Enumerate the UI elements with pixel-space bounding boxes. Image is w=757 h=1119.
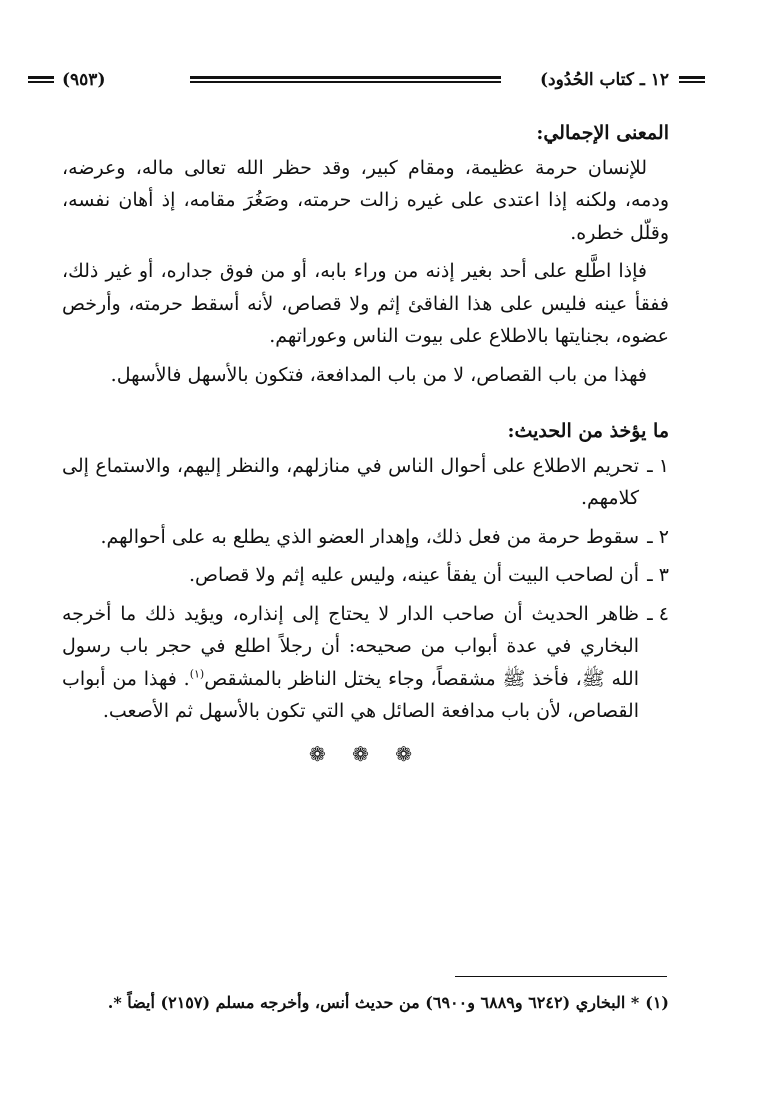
meaning-heading: المعنى الإجمالي:	[536, 122, 669, 144]
meaning-paragraph-2: فإذا اطَّلع على أحد بغير إذنه من وراء بابه، أو من فوق جداره، أو غير ذلك، ففقأ عينه فليس على هذا الفاقئ إثم ولا قصاص، لأنه أسقط حرمته، وأرخص عضوه، بجنايتها بالاطلاع على بيوت الناس وعوراتهم.	[62, 260, 669, 347]
lesson-text: أن لصاحب البيت أن يفقأ عينه، وليس عليه إثم ولا قصاص.	[189, 564, 639, 586]
lesson-text: تحريم الاطلاع على أحوال الناس في منازلهم، والنظر إليهم، والاستماع إلى كلامهم.	[62, 454, 639, 509]
lesson-item-4	[62, 598, 669, 728]
header-rule-left	[28, 76, 54, 83]
main-text	[62, 117, 669, 770]
meaning-paragraph-1: للإنسان حرمة عظيمة، ومقام كبير، وقد حظر الله تعالى ماله، وعرضه، ودمه، ولكنه إذا اعتدى على غيره زالت حرمته، وصَغُرَ مقامه، إذ أهان نفسه، وقلّل خطره.	[62, 156, 669, 244]
lesson-item-3	[62, 559, 669, 592]
lesson-text-part-2: . فهذا من أبواب القصاص، لأن باب مدافعة الصائل هي التي تكون بالأسهل ثم الأصعب.	[62, 667, 639, 722]
lesson-number: ٤ ـ	[647, 602, 669, 625]
lesson-number: ٢ ـ	[647, 525, 669, 548]
running-header	[62, 68, 669, 92]
lesson-text	[62, 598, 639, 728]
page-number: (٩٥٣)	[62, 70, 106, 90]
lesson-item-1	[62, 450, 669, 515]
lesson-item-2	[62, 521, 669, 554]
meaning-paragraph-3: فهذا من باب القصاص، لا من باب المدافعة، فتكون بالأسهل فالأسهل.	[110, 363, 647, 386]
lesson-text-part-1: ظاهر الحديث أن صاحب الدار لا يحتاج إلى إنذاره، ويؤيد ذلك ما أخرجه البخاري في عدة أبواب من صحيحه: أن رجلاً اطلع في حجر باب رسول الله ﷺ، فأخذ ﷺ مشقصاً، وجاء يختل الناظر بالمشقص	[62, 602, 639, 690]
section-ornaments: ❁ ❁ ❁	[309, 741, 422, 766]
header-rule-right	[679, 76, 705, 83]
footnote-separator	[455, 976, 667, 977]
footnote	[62, 988, 669, 1018]
footnote-text: * البخاري (٦٢٤٢ و٦٨٨٩ و٦٩٠٠) من حديث أنس، وأخرجه مسلم (٢١٥٧) أيضاً *.	[107, 993, 640, 1012]
chapter-title: ١٢ ـ كتاب الحُدُود)	[539, 70, 669, 90]
header-rule	[190, 76, 501, 83]
lesson-number: ٣ ـ	[647, 564, 669, 586]
footnote-reference[interactable]: (١)	[189, 667, 205, 681]
footnote-number: (١)	[645, 993, 669, 1012]
lessons-heading: ما يؤخذ من الحديث:	[507, 420, 669, 442]
lesson-text: سقوط حرمة من فعل ذلك، وإهدار العضو الذي يطلع به على أحوالهم.	[100, 525, 639, 548]
lesson-number: ١ ـ	[647, 454, 669, 477]
